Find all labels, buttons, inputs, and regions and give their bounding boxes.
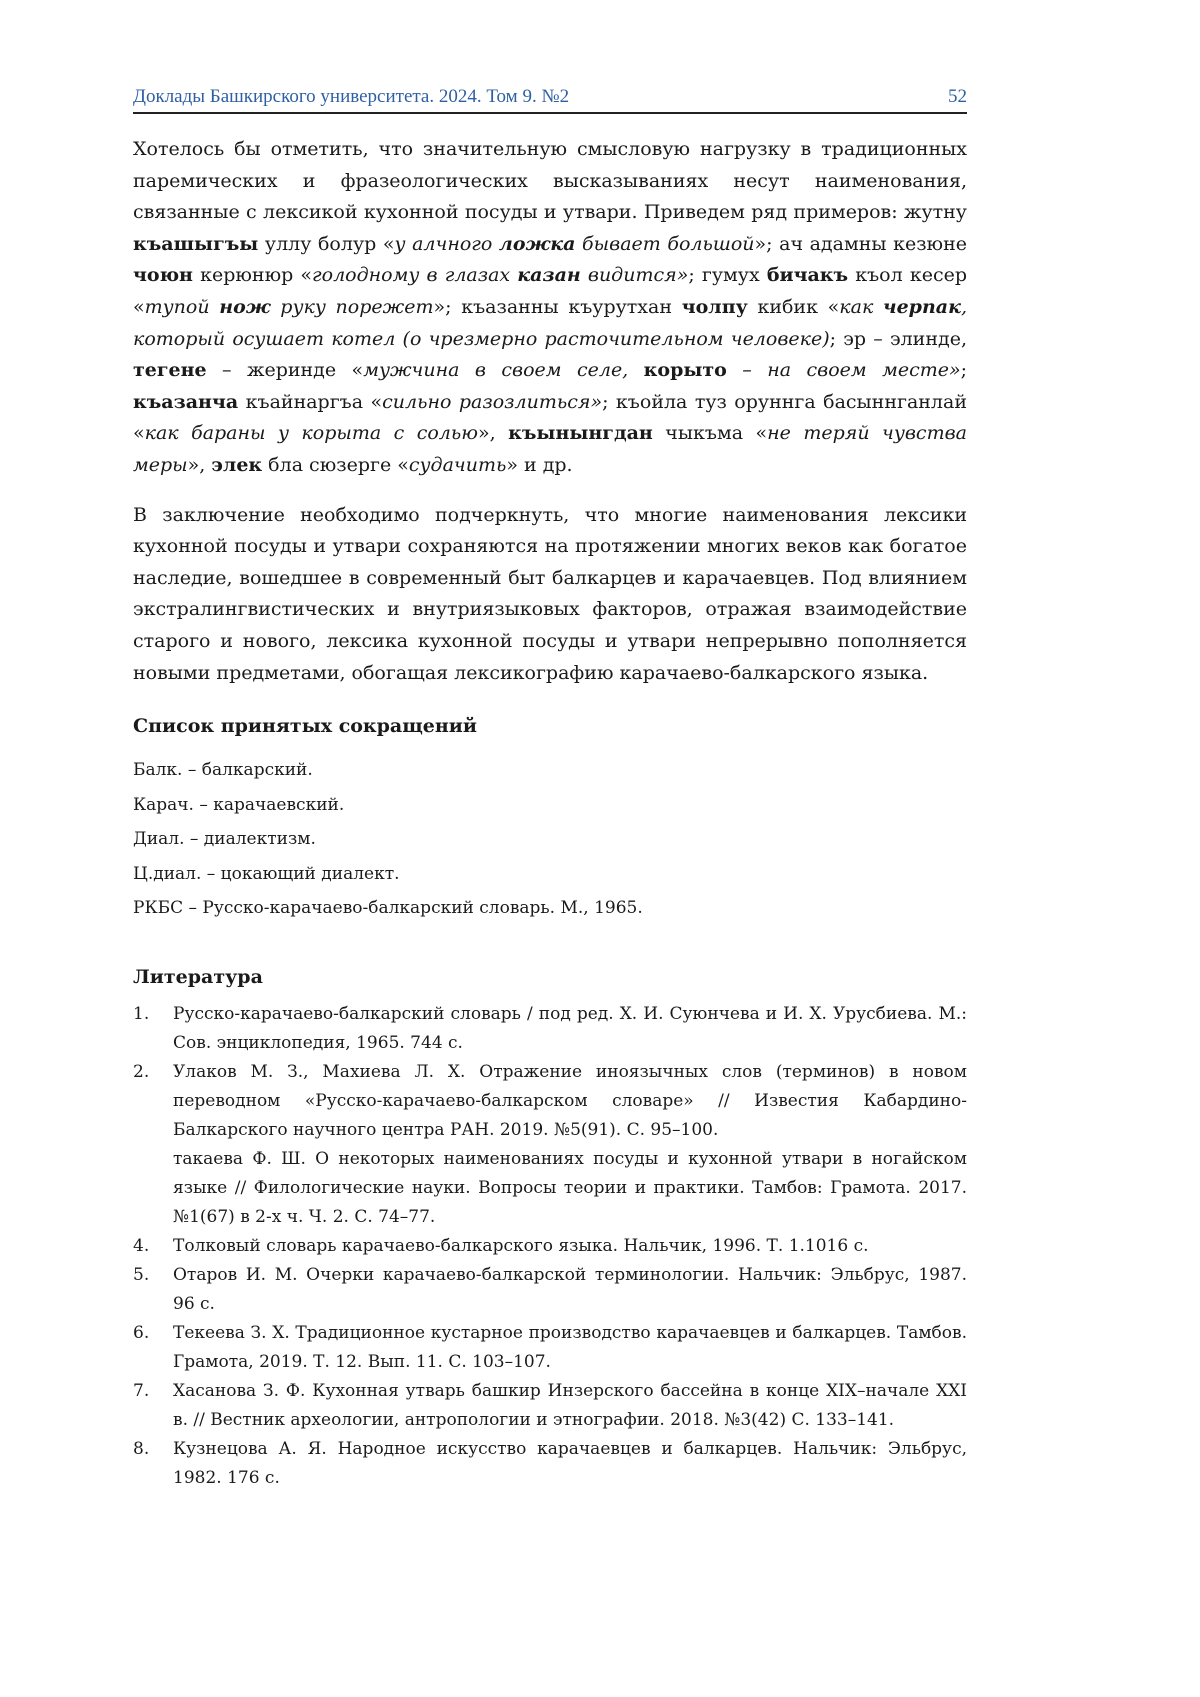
text-segment: ; эр – элинде, bbox=[830, 328, 967, 350]
text-segment: ; къойла туз оруннга басынн­ганлай « bbox=[133, 391, 967, 445]
bold-term: къазанча bbox=[133, 391, 238, 413]
reference-text: Хасанова З. Ф. Кухонная утварь башкир Инзерского бассейна в конце XIX–начале XXI в. // Вестник археологии, антропологии и этнографии. 2018. №3(42) С. 133–141. bbox=[173, 1377, 967, 1435]
bold-term: чолпу bbox=[682, 296, 748, 318]
reference-item bbox=[133, 1377, 967, 1435]
text-segment: Хотелось бы отметить, что значительную смысловую нагрузку в традиционных паремических и фразеологических высказываниях несут наименования, связанные с лексикой кухонной посуды и утвари. Приведем ряд примеров: жутну bbox=[133, 138, 967, 223]
text-segment: керюнюр « bbox=[193, 264, 312, 286]
italic-translation: сильно разозлиться» bbox=[382, 391, 602, 413]
reference-number: 1. bbox=[133, 1000, 173, 1058]
text-segment: къайнаргъа « bbox=[238, 391, 382, 413]
abbreviation-item: Ц.диал. – цокающий диалект. bbox=[133, 857, 967, 892]
reference-text: Текеева З. Х. Традиционное кустарное производство карачаевцев и балкарцев. Тамбов. Грамота, 2019. Т. 12. Вып. 11. С. 103–107. bbox=[173, 1319, 967, 1377]
italic-translation: не теряй чувства меры bbox=[133, 422, 967, 476]
journal-title: Доклады Башкирского университета. 2024. Том 9. №2 bbox=[133, 86, 569, 108]
abbreviation-item: Карач. – карачаевский. bbox=[133, 788, 967, 823]
text-segment: » и др. bbox=[506, 454, 572, 476]
text-segment: », bbox=[188, 454, 212, 476]
italic-translation: как bbox=[839, 296, 883, 318]
reference-number: 8. bbox=[133, 1435, 173, 1493]
reference-item bbox=[133, 1232, 967, 1261]
italic-translation: как бараны у корыта с солью bbox=[145, 422, 478, 444]
abbreviation-item: Балк. – балкарский. bbox=[133, 753, 967, 788]
bold-term: къынынгдан bbox=[508, 422, 653, 444]
reference-item bbox=[133, 1261, 967, 1319]
reference-text: такаева Ф. Ш. О некоторых наименованиях посуды и кухонной утвари в ногайском языке // Филологические науки. Вопросы теории и практики. Тамбов: Грамота. 2017. №1(67) в 2-х ч. Ч. 2. С. 74–77. bbox=[173, 1145, 967, 1232]
reference-text: Русско-карачаево-балкарский словарь / под ред. Х. И. Суюнчева и И. Х. Урусбиева. М.: Сов. энциклопедия, 1965. 744 с. bbox=[173, 1000, 967, 1058]
reference-text: Отаров И. М. Очерки карачаево-балкарской терминологии. Нальчик: Эльбрус, 1987. 96 с. bbox=[173, 1261, 967, 1319]
bold-term: тегене bbox=[133, 359, 207, 381]
text-segment: къол кесер « bbox=[133, 264, 967, 318]
abbreviations-list bbox=[133, 753, 967, 926]
reference-item bbox=[133, 1058, 967, 1145]
bold-term: казан bbox=[517, 264, 580, 286]
reference-number: 5. bbox=[133, 1261, 173, 1319]
bold-term: бичакъ bbox=[767, 264, 848, 286]
text-segment: – жеринде « bbox=[207, 359, 364, 381]
text-segment: »; къазанны къурутхан bbox=[433, 296, 681, 318]
reference-number bbox=[133, 1145, 173, 1232]
text-segment: »; ач адамны кезюне bbox=[755, 233, 968, 255]
reference-number: 2. bbox=[133, 1058, 173, 1145]
bold-term: черпак bbox=[883, 296, 961, 318]
italic-translation: судачить bbox=[409, 454, 506, 476]
reference-text: Кузнецова А. Я. Народное искусство карачаевцев и балкарцев. Нальчик: Эльбрус, 1982. 176 с. bbox=[173, 1435, 967, 1493]
paragraph-examples bbox=[133, 134, 967, 482]
page-number: 52 bbox=[948, 86, 967, 108]
bold-term: нож bbox=[219, 296, 270, 318]
reference-item bbox=[133, 1435, 967, 1493]
bold-term: элек bbox=[211, 454, 262, 476]
text-segment: ; гумух bbox=[688, 264, 766, 286]
text-segment: кибик « bbox=[748, 296, 840, 318]
italic-translation: видится» bbox=[581, 264, 689, 286]
text-segment: », bbox=[478, 422, 508, 444]
paragraph-conclusion: В заключение необходимо подчеркнуть, что многие наименования лексики кухонной посуды и утвари сохраняются на протяжении многих веков как богатое наследие, вошедшее в современный быт балкарцев и карачаевцев. Под влиянием экстралингвистических и внутриязыковых факторов, отражая взаимодействие старого и нового, лексика кухонной посуды и утвари непрерывно пополняется новыми предметами, обогащая лексикографию карачаево-балкарского языка. bbox=[133, 500, 967, 690]
abbreviation-item: РКБС – Русско-карачаево-балкарский словарь. М., 1965. bbox=[133, 891, 967, 926]
reference-item bbox=[133, 1000, 967, 1058]
abbreviation-item: Диал. – диалектизм. bbox=[133, 822, 967, 857]
reference-number: 6. bbox=[133, 1319, 173, 1377]
reference-item bbox=[133, 1145, 967, 1232]
references-list bbox=[133, 1000, 967, 1493]
abbreviations-heading: Список принятых сокращений bbox=[133, 715, 967, 737]
reference-number: 4. bbox=[133, 1232, 173, 1261]
bold-term: къашыгъы bbox=[133, 233, 258, 255]
text-segment: бла сюзерге « bbox=[262, 454, 409, 476]
italic-translation: бывает большой bbox=[575, 233, 754, 255]
text-segment: чыкъма « bbox=[653, 422, 767, 444]
reference-text: Улаков М. З., Махиева Л. Х. Отражение иноязычных слов (терминов) в новом переводном «Русско-карачаево-балкарском словаре» // Известия Кабардино-Балкарского научного центра РАН. 2019. №5(91). С. 95–100. bbox=[173, 1058, 967, 1145]
text-segment: уллу болур « bbox=[258, 233, 394, 255]
italic-translation: тупой bbox=[145, 296, 220, 318]
italic-translation: голодному в глазах bbox=[312, 264, 517, 286]
italic-translation: у алчного bbox=[395, 233, 499, 255]
literature-heading: Литература bbox=[133, 966, 967, 988]
italic-translation: мужчина в своем селе, bbox=[363, 359, 643, 381]
italic-translation: руку порежет bbox=[271, 296, 434, 318]
bold-term: чоюн bbox=[133, 264, 193, 286]
italic-translation: – на своем месте» bbox=[727, 359, 961, 381]
reference-number: 7. bbox=[133, 1377, 173, 1435]
italic-translation: , который осушает котел (о чрезмерно расточительном человеке) bbox=[133, 296, 967, 350]
bold-term: ложка bbox=[499, 233, 576, 255]
text-segment: ; bbox=[961, 359, 967, 381]
reference-item bbox=[133, 1319, 967, 1377]
reference-text: Толковый словарь карачаево-балкарского языка. Нальчик, 1996. Т. 1.1016 с. bbox=[173, 1232, 967, 1261]
document-page bbox=[133, 86, 967, 1493]
running-header bbox=[133, 86, 967, 114]
bold-term: корыто bbox=[644, 359, 727, 381]
